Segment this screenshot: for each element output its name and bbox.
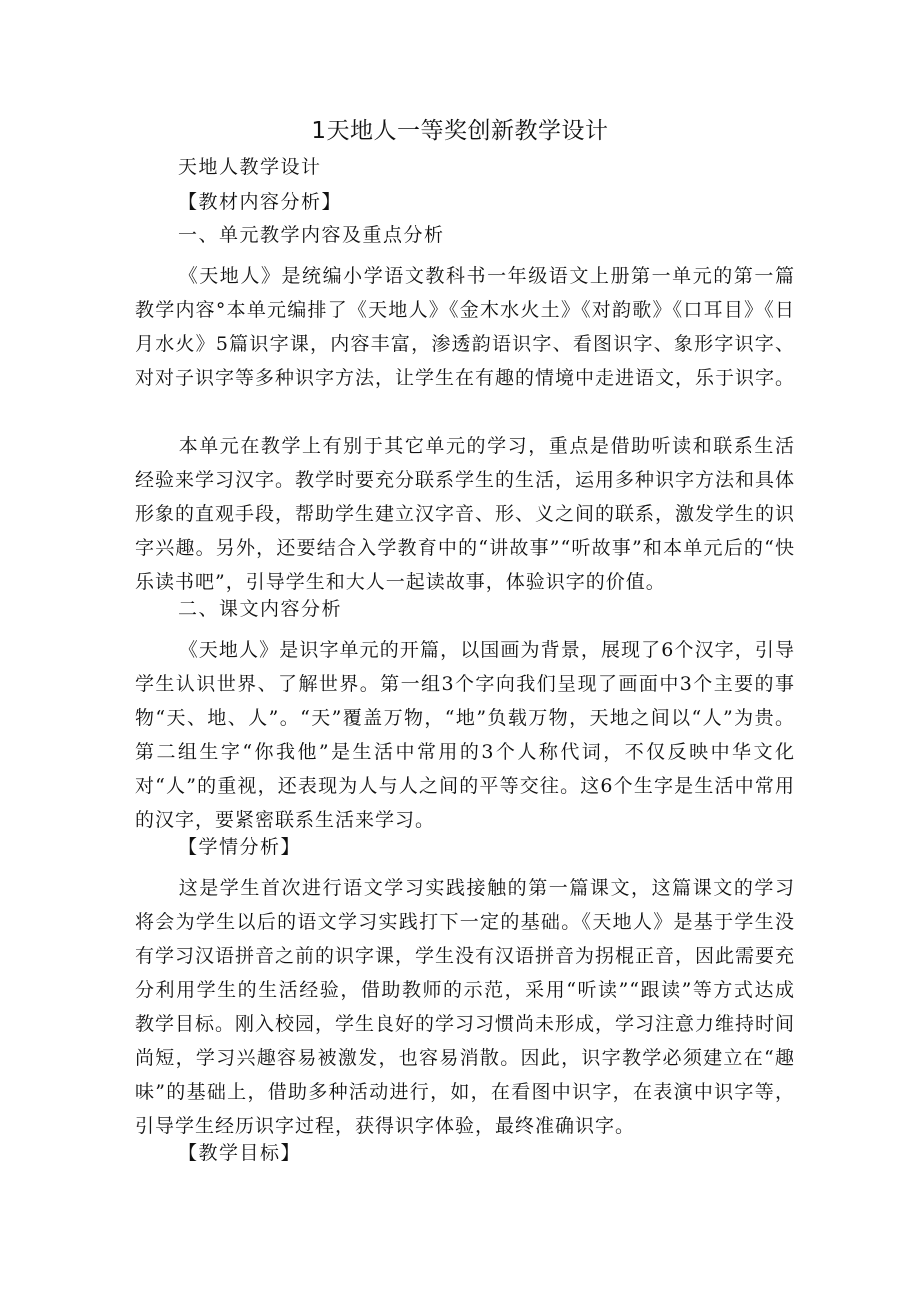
document-title: 1天地人一等奖创新教学设计: [311, 118, 609, 144]
paragraph-text-analysis: 《天地人》是识字单元的开篇，以国画为背景，展现了6个汉字，引导学生认识世界、了解世界。第一组3个字向我们呈现了画面中3个主要的事物“天、地、人”。“天”覆盖万物，“地”负载万物，天地之间以“人”为贵。第二组生字“你我他”是生活中常用的3个人称代词，不仅反映中华文化对“人”的重视，还表现为人与人之间的平等交往。这6个生字是生活中常用的汉字，要紧密联系生活来学习。: [135, 639, 795, 831]
section-heading-learning: 【学情分析】: [178, 836, 302, 858]
document-subtitle: 天地人教学设计: [178, 156, 322, 178]
subheading-text-analysis: 二、课文内容分析: [178, 598, 343, 620]
section-heading-material: 【教材内容分析】: [178, 191, 343, 213]
paragraph-unit-focus: 本单元在教学上有别于其它单元的学习，重点是借助听读和联系生活经验来学习汉字。教学时要充分联系学生的生活，运用多种识字方法和具体形象的直观手段，帮助学生建立汉字音、形、义之间的联系，激发学生的识字兴趣。另外，还要结合入学教育中的“讲故事”“听故事”和本单元后的“快乐读书吧”，引导学生和大人一起读故事，体验识字的价值。: [135, 435, 796, 593]
subheading-unit-analysis: 一、单元教学内容及重点分析: [178, 224, 445, 246]
section-heading-goals: 【教学目标】: [178, 1142, 302, 1164]
paragraph-learning-analysis: 这是学生首次进行语文学习实践接触的第一篇课文，这篇课文的学习将会为学生以后的语文学习实践打下一定的基础。《天地人》是基于学生没有学习汉语拼音之前的识字课，学生没有汉语拼音为拐棍正音，因此需要充分利用学生的生活经验，借助教师的示范，采用“听读”“跟读”等方式达成教学目标。刚入校园，学生良好的学习习惯尚未形成，学习注意力维持时间尚短，学习兴趣容易被激发，也容易消散。因此，识字教学必须建立在“趣味”的基础上，借助多种活动进行，如，在看图中识字，在表演中识字等，引导学生经历识字过程，获得识字体验，最终准确识字。: [135, 877, 796, 1137]
paragraph-unit-overview: 《天地人》是统编小学语文教科书一年级语文上册第一单元的第一篇教学内容°本单元编排了《天地人》《金木水火土》《对韵歌》《口耳目》《日月水火》5篇识字课，内容丰富，渗透韵语识字、看图识字、象形字识字、对对子识字等多种识字方法，让学生在有趣的情境中走进语文，乐于识字。: [135, 265, 796, 389]
